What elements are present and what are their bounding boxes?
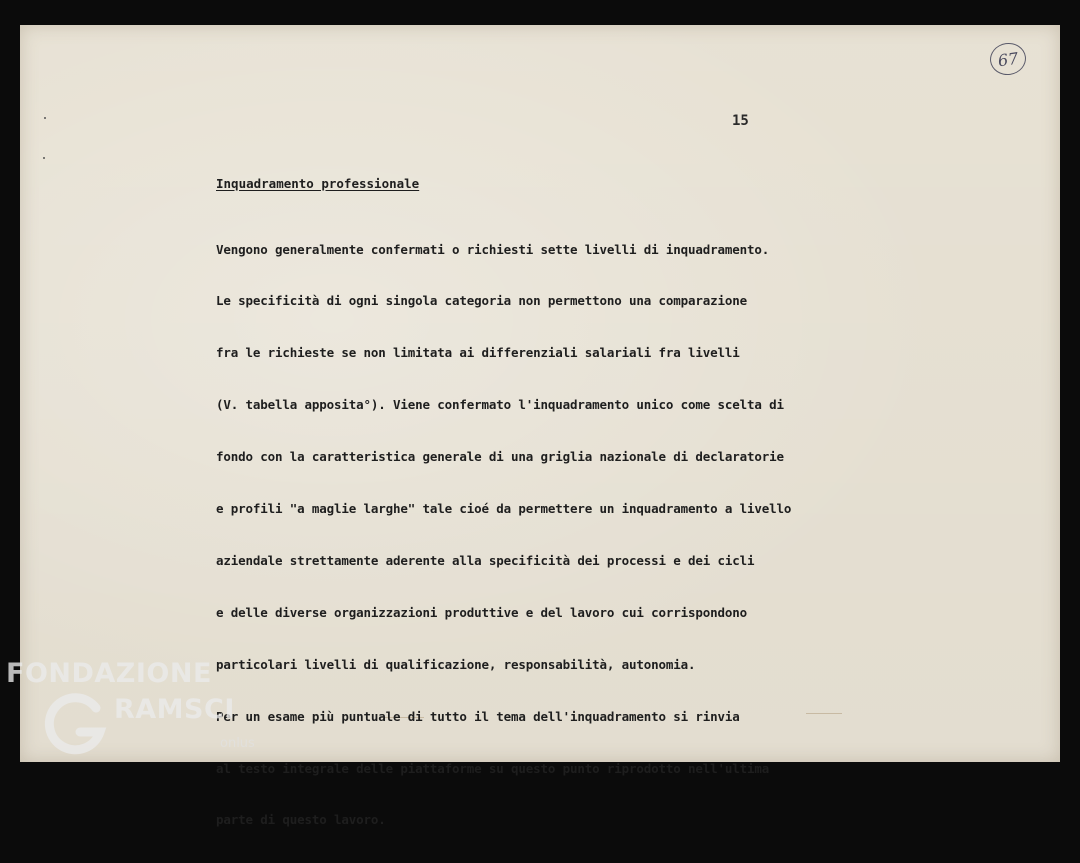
body-line: al testo integrale delle piattaforme su questo punto riprodotto nell'ultima — [216, 760, 770, 776]
archive-number-annotation: 67 — [988, 41, 1028, 78]
body-line: parte di questo lavoro. — [216, 812, 386, 828]
document-page — [20, 25, 1060, 828]
body-line: Le specificità di ogni singola categoria non permettono una comparazione — [216, 293, 748, 309]
watermark-onlus: onlus — [220, 736, 255, 751]
body-text — [216, 206, 791, 863]
body-line: e delle diverse organizzazioni produttive e del lavoro cui corrispondono — [216, 604, 748, 620]
body-line: e profili "a maglie larghe" tale cioé da permettere un inquadramento a livello — [216, 501, 792, 517]
body-line: Per un esame più puntuale di tutto il tema dell'inquadramento si rinvia — [216, 708, 740, 724]
paper-speck — [43, 157, 45, 159]
paper-speck — [44, 117, 46, 119]
watermark-line-2: RAMSCI — [114, 694, 235, 725]
body-line: aziendale strettamente aderente alla specificità dei processi e dei cicli — [216, 552, 755, 568]
body-line: particolari livelli di qualificazione, responsabilità, autonomia. — [216, 656, 696, 672]
page-number: 15 — [732, 113, 749, 129]
section-heading: Inquadramento professionale — [216, 176, 420, 191]
body-line: fondo con la caratteristica generale di una griglia nazionale di declaratorie — [216, 449, 784, 465]
fondazione-gramsci-watermark — [6, 658, 276, 770]
body-line: Vengono generalmente confermati o richiesti sette livelli di inquadramento. — [216, 241, 770, 257]
g-letter-logo-icon — [44, 692, 110, 758]
paper-smudge — [806, 713, 842, 714]
body-line: (V. tabella apposita°). Viene confermato l'inquadramento unico come scelta di — [216, 397, 784, 413]
watermark-line-1: FONDAZIONE — [6, 658, 212, 689]
body-line: fra le richieste se non limitata ai differenziali salariali fra livelli — [216, 345, 740, 361]
